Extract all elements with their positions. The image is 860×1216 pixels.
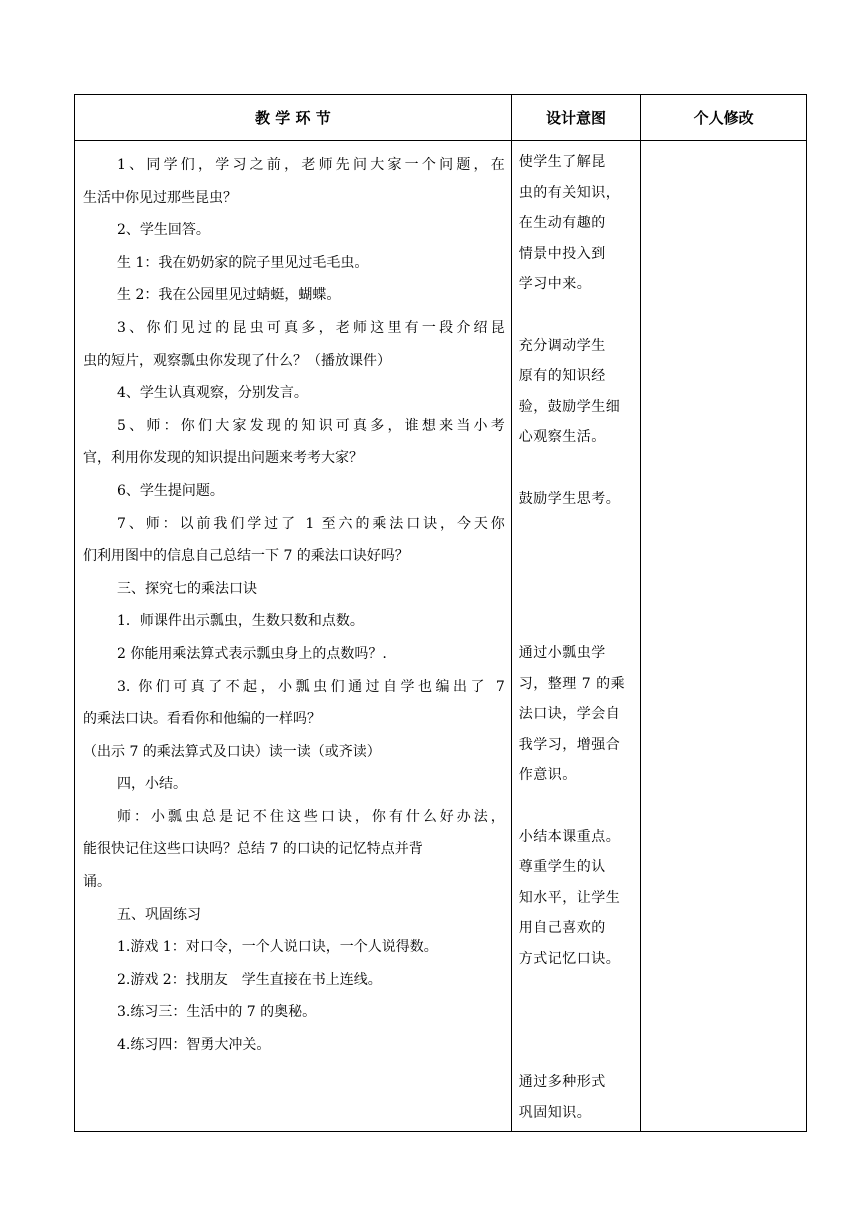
design-intent-line: 用自己喜欢的 [518, 920, 606, 936]
design-intent-text [519, 147, 636, 1128]
design-intent-line [519, 974, 636, 1005]
design-intent-line [519, 1005, 636, 1036]
teaching-step-line: 三、探究七的乘法口诀 [117, 580, 257, 597]
teaching-step-line: 3.练习三：生活中的 7 的奥秘。 [117, 1004, 317, 1021]
design-intent-line [519, 791, 636, 822]
teaching-step-line: 生活中你见过那些昆虫？ [83, 189, 237, 206]
teaching-step-line: 四，小结。 [117, 776, 187, 793]
design-intent-line [519, 453, 636, 484]
header-teaching-steps: 教 学 环 节 [75, 95, 512, 141]
design-intent-line: 使学生了解昆 [518, 154, 606, 170]
design-intent-line: 法口诀，学会自 [518, 706, 621, 722]
teaching-step-line: 们利用图中的信息自己总结一下 7 的乘法口诀好吗？ [83, 548, 409, 565]
teaching-step-line: 诵。 [83, 874, 111, 891]
teaching-step-line: 4.练习四：智勇大冲关。 [117, 1037, 271, 1054]
design-intent-line: 巩固知识。 [518, 1104, 592, 1121]
header-design-intent: 设计意图 [511, 95, 641, 141]
header-row [75, 95, 807, 141]
design-intent-line: 方式记忆口诀。 [518, 950, 621, 967]
teaching-step-line: 5、师：你们大家发现的知识可真多，谁想来当小考 [117, 417, 505, 434]
teaching-step-line: 能很快记住这些口诀吗？总结 7 的口诀的记忆特点并背 [83, 841, 423, 858]
teaching-step-line: 3. 你们可真了不起，小瓢虫们通过自学也编出了 7 [117, 678, 505, 695]
teaching-step-line: 生 1：我在奶奶家的院子里见过毛毛虫。 [117, 254, 369, 271]
design-intent-line [519, 545, 636, 576]
design-intent-line: 尊重学生的认 [518, 859, 606, 875]
teaching-step-line: 1.游戏 1：对口令，一个人说口诀，一个人说得数。 [117, 939, 438, 956]
teaching-step-line: 4、学生认真观察，分别发言。 [117, 385, 308, 402]
teaching-step-line: 的乘法口诀。看看你和他编的一样吗？ [83, 711, 321, 728]
design-intent-line [519, 576, 636, 607]
design-intent-line [519, 607, 636, 638]
teaching-step-line: （出示 7 的乘法算式及口诀）读一读（或齐读） [83, 743, 381, 760]
design-intent-line: 通过多种形式 [518, 1074, 606, 1090]
design-intent-line: 情景中投入到 [518, 245, 606, 262]
design-intent-line: 充分调动学生 [518, 337, 606, 354]
personal-edits-cell [641, 141, 807, 1132]
design-intent-line: 小结本课重点。 [518, 828, 621, 845]
header-personal-edits: 个人修改 [641, 95, 807, 141]
design-intent-line [519, 514, 636, 545]
teaching-step-line: 2、学生回答。 [117, 222, 210, 239]
design-intent-line [519, 1036, 636, 1067]
design-intent-line: 在生动有趣的 [518, 215, 606, 231]
design-intent-line: 原有的知识经 [518, 368, 606, 384]
design-intent-line [519, 300, 636, 331]
design-intent-line: 我学习，增强合 [518, 736, 621, 753]
design-intent-line: 验，鼓励学生细 [518, 398, 621, 415]
design-intent-line: 鼓励学生思考。 [518, 490, 621, 507]
design-intent-line: 习，整理 7 的乘 [518, 675, 626, 692]
teaching-step-line: 6、学生提问题。 [117, 482, 224, 499]
design-intent-line: 知水平，让学生 [518, 889, 621, 906]
teaching-step-line: 7、师：以前我们学过了 1 至六的乘法口诀，今天你 [117, 515, 505, 532]
teaching-step-line: 师：小瓢虫总是记不住这些口诀，你有什么好办法， [117, 808, 505, 825]
design-intent-line: 学习中来。 [518, 276, 592, 292]
teaching-step-line: 官，利用你发现的知识提出问题来考考大家？ [83, 450, 363, 467]
teaching-step-line: 虫的短片，观察瓢虫你发现了什么？（播放课件） [83, 352, 391, 369]
teaching-steps-text [83, 149, 505, 1062]
teaching-step-line: 3、你们见过的昆虫可真多，老师这里有一段介绍昆 [117, 319, 505, 336]
lesson-plan-table [74, 94, 807, 1132]
teaching-step-line: 1．师课件出示瓢虫，生数只数和点数。 [117, 613, 364, 630]
design-intent-line: 作意识。 [518, 767, 577, 783]
design-intent-cell [511, 141, 641, 1132]
design-intent-line: 心观察生活。 [518, 429, 606, 445]
teaching-step-line: 2.游戏 2：找朋友 学生直接在书上连线。 [117, 971, 382, 988]
teaching-step-line: 2 你能用乘法算式表示瓢虫身上的点数吗？. [117, 645, 387, 662]
teaching-step-line: 生 2：我在公园里见过蜻蜓，蝴蝶。 [117, 287, 341, 304]
teaching-steps-cell [75, 141, 512, 1132]
design-intent-line: 通过小瓢虫学 [518, 645, 606, 661]
teaching-step-line: 五、巩固练习 [117, 906, 201, 923]
teaching-step-line: 1、同学们，学习之前，老师先问大家一个问题，在 [117, 157, 505, 173]
design-intent-line: 虫的有关知识， [518, 184, 621, 201]
content-row [75, 141, 807, 1132]
